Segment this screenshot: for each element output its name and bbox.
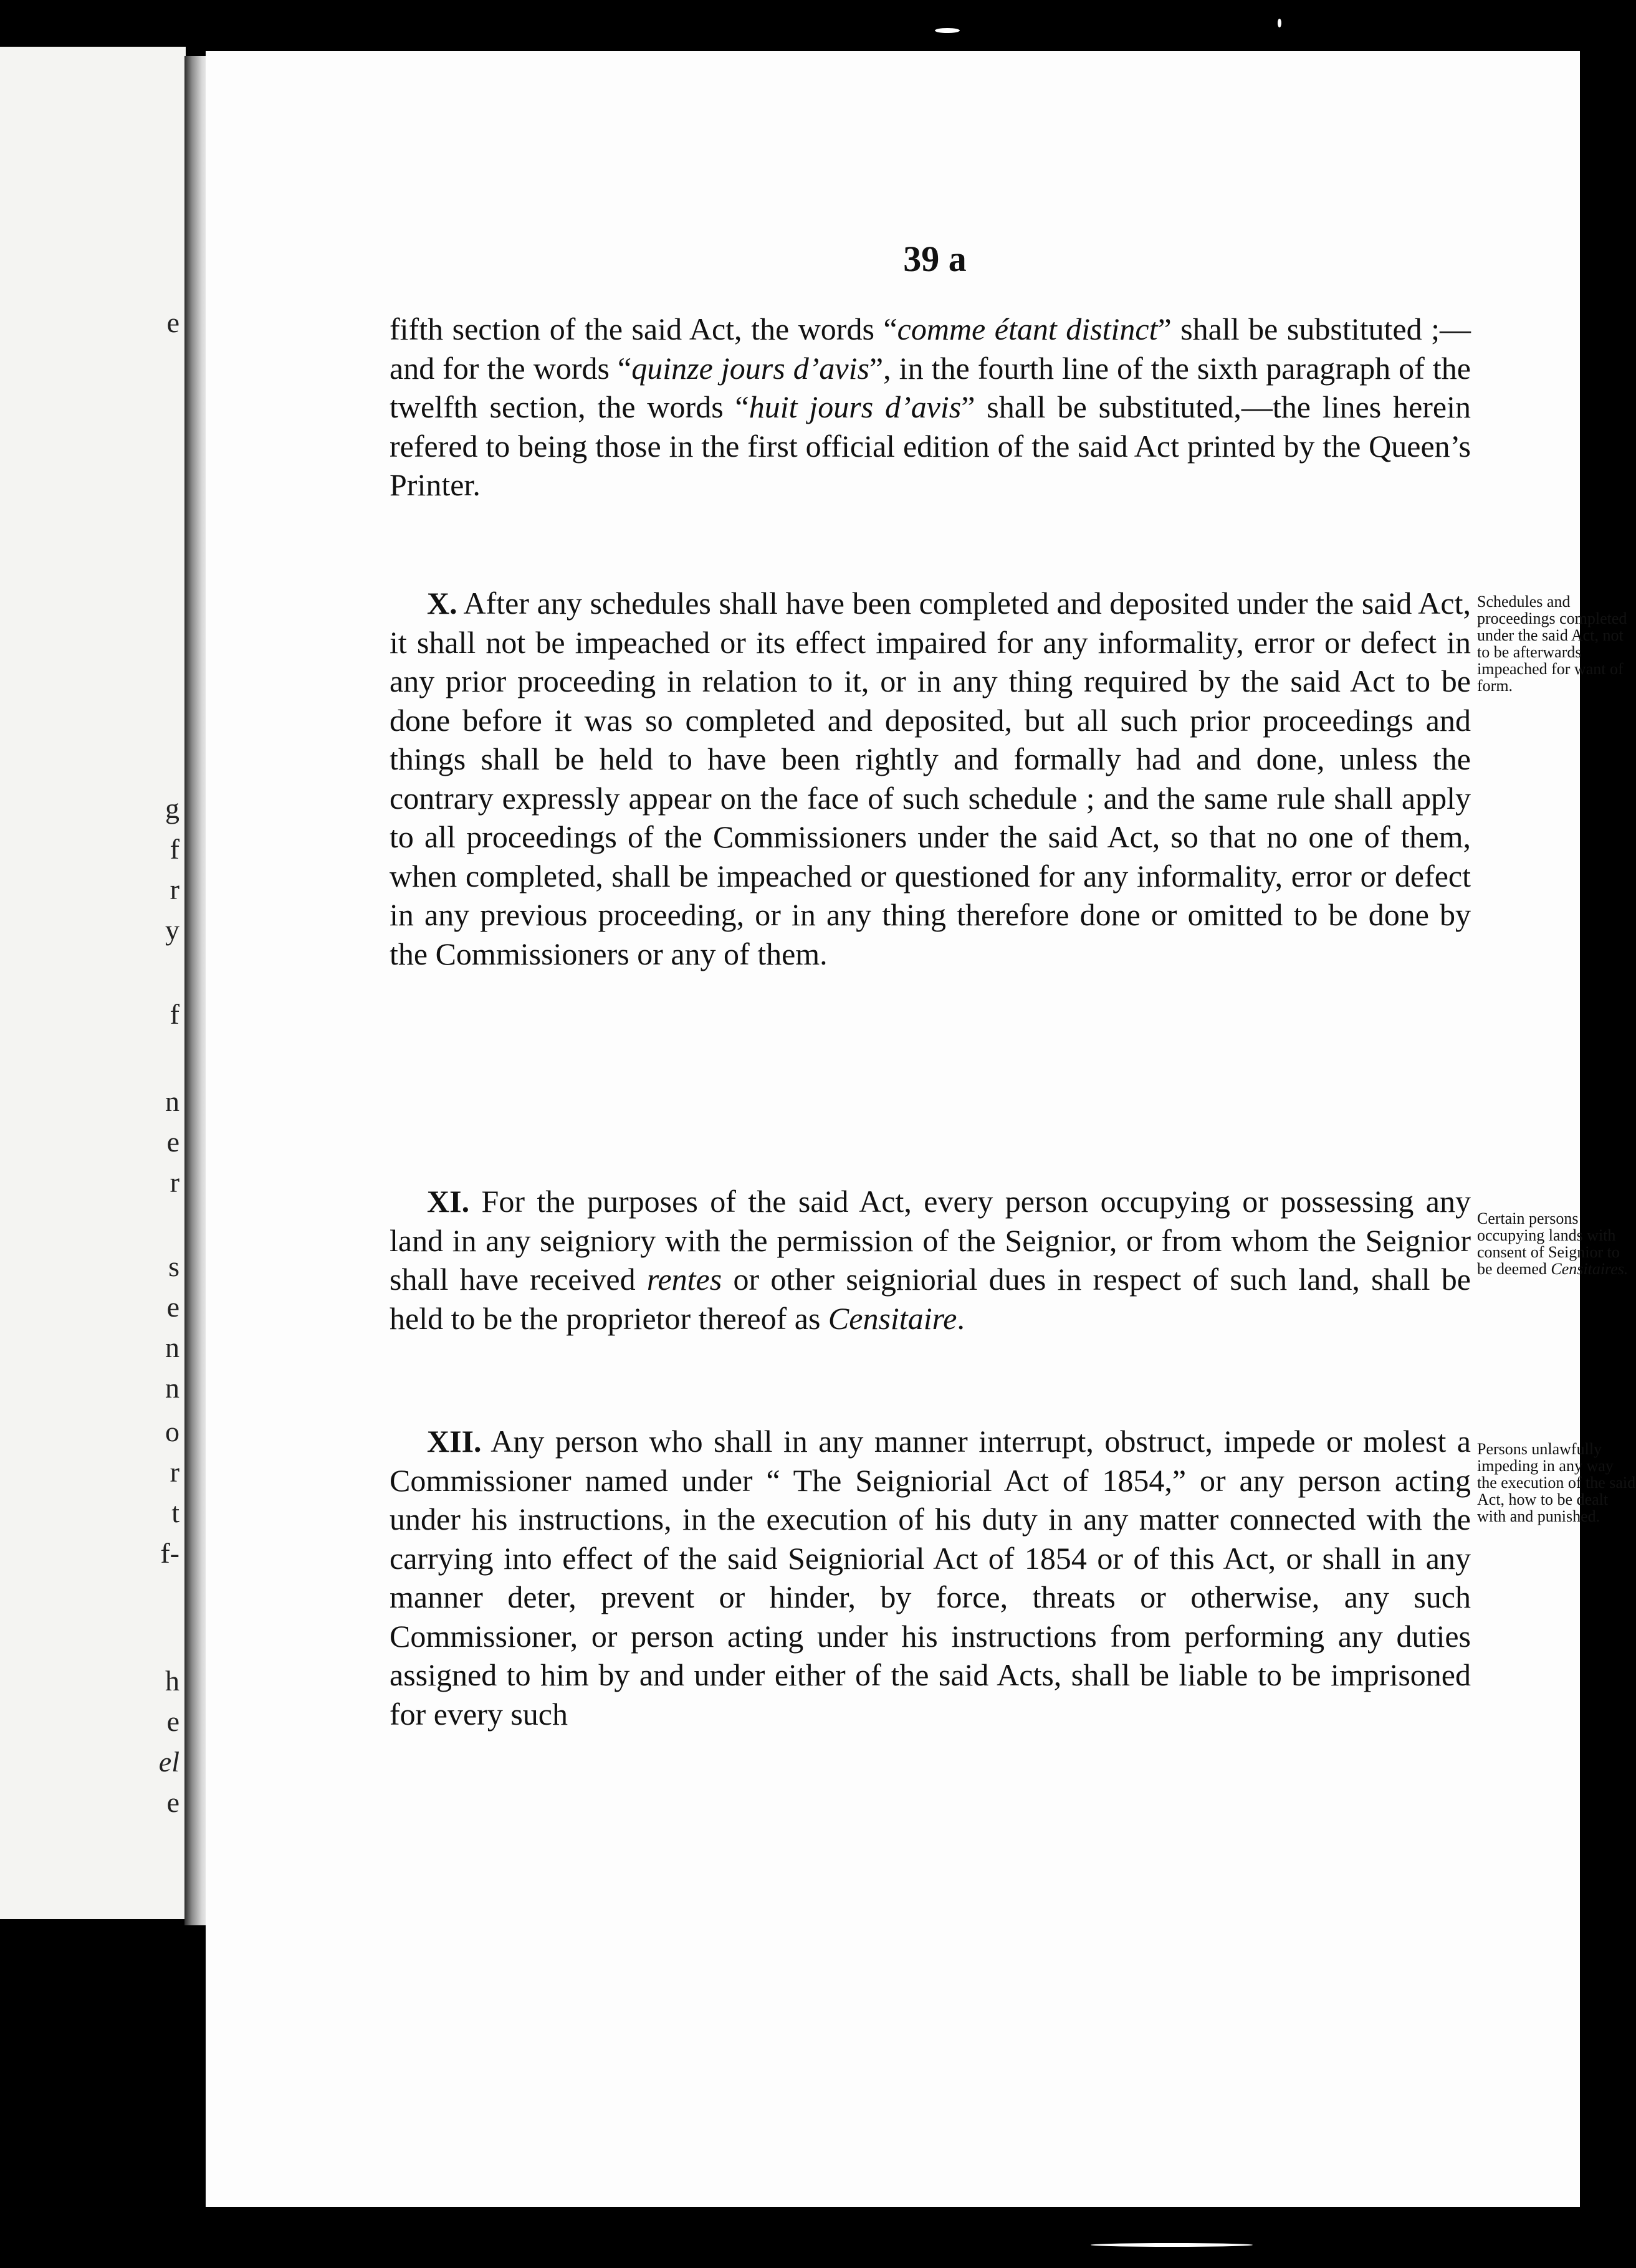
fragment: el	[158, 1746, 179, 1778]
text-run: ” shall be substituted ;—and for the words “	[390, 312, 1471, 386]
fragment: o	[165, 1416, 179, 1447]
fragment: n	[165, 1372, 179, 1404]
section-text: After any schedules shall have been completed and deposited under the said Act, it shall not be impeached or its effect impaired for any informality, error or defect in any prior proceeding in relation to it, or in any thing required by the said Act to be done before it was so completed and deposited, but all such prior proceedings and things shall be held to have been rightly and formally had and done, unless the contrary expressly appear on the face of such schedule ; and the same rule shall apply to all proceedings of the Commissioners under the said Act, so that no one of them, when completed, shall be impeached or questioned for any informality, error or defect in any previous proceeding, or in any thing therefore done or omitted to be done by the Commissioners or any of them.	[390, 586, 1471, 971]
paragraph-section-xi	[390, 1182, 1471, 1338]
scan-speck	[1091, 2243, 1253, 2247]
text-run: ”, in the fourth line of the sixth paragraph of the twelfth section, the words “	[390, 350, 1471, 424]
book-page	[206, 51, 1636, 2207]
paragraph-section-x	[390, 584, 1471, 973]
fragment: n	[165, 1085, 179, 1117]
fragment: g	[165, 793, 179, 824]
scan-speck	[1278, 19, 1281, 27]
paragraph-section-xii	[390, 1422, 1471, 1733]
facing-page-edge	[0, 47, 186, 1919]
fragment: e	[166, 1786, 179, 1818]
margin-note-section-x: Schedules and proceedings completed under the said Act, not to be afterwards impeached for want of form.	[1477, 593, 1627, 695]
text-run: For the purposes of the said Act, every person occupying or possessing any land in any seigniory with the permission of the Seignior, or from whom the Seignior shall have received	[390, 1184, 1471, 1297]
fragment: f-	[160, 1537, 179, 1569]
text-run: or other seigniorial dues in respect of such land, shall be held to be the proprietor thereof as	[390, 1262, 1471, 1336]
margin-note-section-xi	[1477, 1210, 1636, 1277]
fragment: t	[171, 1497, 179, 1528]
italic-phrase: Censitaires.	[1551, 1260, 1629, 1278]
text-run: ” shall be substituted,—the lines herein refered to being those in the first official edition of the said Act printed by the Queen’s Printer.	[390, 389, 1471, 502]
text-run: fifth section of the said Act, the words “	[390, 312, 897, 346]
facing-page-fragments	[145, 47, 182, 1919]
fragment: e	[166, 1705, 179, 1737]
fragment: f	[170, 833, 179, 865]
section-number: XII.	[427, 1424, 482, 1459]
scan-speck	[935, 28, 960, 33]
fragment: r	[170, 874, 179, 905]
italic-phrase: quinze jours d’avis	[631, 350, 869, 386]
section-text: Any person who shall in any manner interrupt, obstruct, impede or molest a Commissioner named under “ The Seigniorial Act of 1854,” or any person acting under his instructions, in the execution of his duty in any matter connected with the carrying into effect of the said Seigniorial Act of 1854 or of this Act, or shall in any manner deter, prevent or hinder, by force, threats or otherwise, any such Commissioner, or person acting under his instructions from performing any duties assigned to him by and under either of the said Acts, shall be liable to be imprisoned for every such	[390, 1424, 1471, 1732]
italic-phrase: rentes	[646, 1262, 722, 1297]
italic-phrase: comme étant distinct	[897, 312, 1158, 346]
fragment: y	[165, 914, 179, 946]
fragment: e	[166, 307, 179, 338]
italic-phrase: Censitaire	[828, 1300, 957, 1336]
fragment: s	[168, 1251, 179, 1282]
margin-note-section-xii: Persons unlawfully impeding in any way the execution of the said Act, how to be dealt with and punished.	[1477, 1440, 1636, 1525]
italic-phrase: huit jours d’avis	[749, 389, 962, 424]
fragment: e	[166, 1126, 179, 1158]
fragment: h	[165, 1665, 179, 1697]
section-number: XI.	[427, 1184, 470, 1219]
text-run: Certain persons occupying lands with consent of Seignior to be deemed	[1477, 1209, 1620, 1278]
page-number: 39 a	[903, 239, 967, 279]
fragment: r	[170, 1456, 179, 1488]
fragment: r	[170, 1166, 179, 1198]
fragment: f	[170, 998, 179, 1030]
fragment: n	[165, 1332, 179, 1363]
text-run: .	[957, 1300, 965, 1336]
section-number: X.	[427, 586, 457, 621]
paragraph-continuation	[390, 310, 1471, 505]
fragment: e	[166, 1291, 179, 1323]
